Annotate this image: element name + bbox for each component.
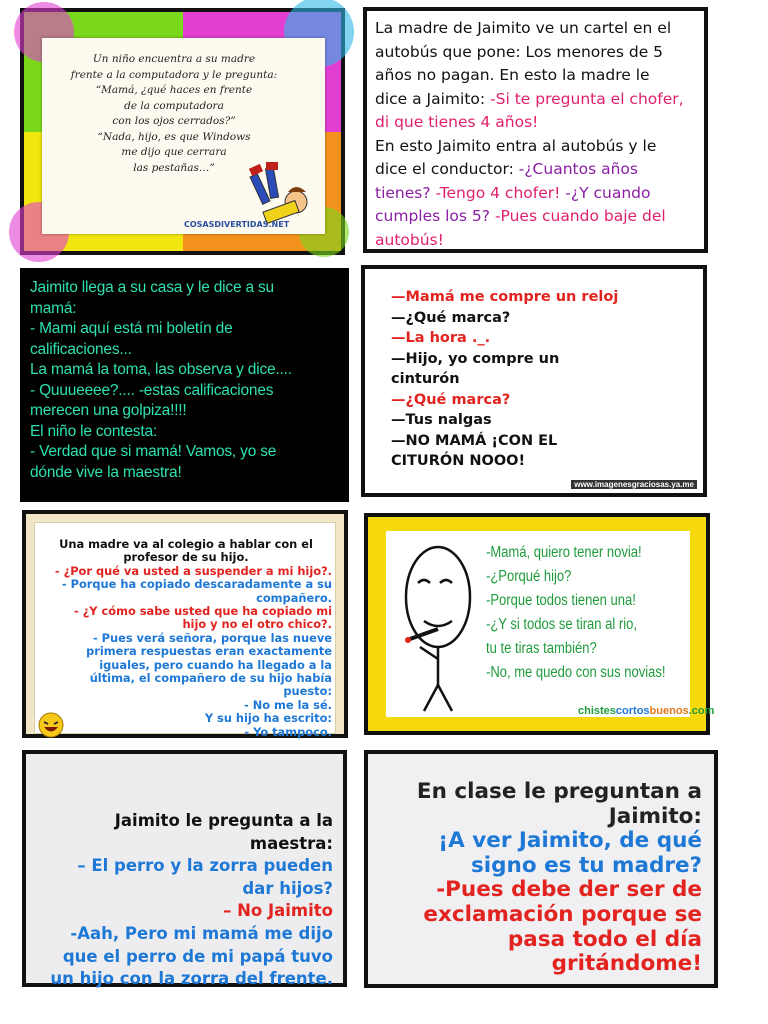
joke-card-windows	[20, 8, 345, 255]
joke-line: dice a Jaimito: -Si te pregunta el chofer,	[375, 89, 684, 108]
joke-line: di que tienes 4 años!	[375, 113, 539, 131]
joke-line: autobús!	[375, 230, 444, 249]
joke-line: autobús que pone: Los menores de 5	[375, 42, 664, 61]
watermark: www.imagenesgraciosas.ya.me	[571, 480, 697, 489]
joke-line: años no pagan. En esto la madre le	[375, 66, 650, 84]
joke-card-colegio	[22, 510, 348, 738]
joke-card-novia	[364, 513, 715, 735]
joke-card-autobus	[363, 7, 708, 253]
smoking-stickman-icon	[390, 535, 500, 715]
joke-line: La madre de Jaimito ve un cartel en el	[375, 19, 672, 37]
joke-card-signo	[364, 750, 718, 988]
joke-text: —Mamá me compre un reloj —¿Qué marca? —La hora ._. —Hijo, yo compre un cinturón —¿Qué marca? —Tus nalgas —NO MAMÁ ¡CON EL CITURÓN NOOO!	[391, 289, 619, 469]
joke-card-perro	[22, 750, 347, 987]
joke-text	[375, 17, 696, 252]
joke-card-boletin	[20, 268, 349, 502]
laughing-face-icon	[38, 712, 64, 738]
brand-label: chistescortosbuenos.com	[578, 705, 715, 717]
joke-text: -Mamá, quiero tener novia! -¿Porqué hijo? -Porque todos tienen una! -¿Y si todos se tiran al rio, tu te tiras también? -No, me quedo con sus novias!	[486, 544, 666, 681]
brand-label: COSASDIVERTIDAS.NET	[184, 220, 290, 229]
joke-text: Jaimito llega a su casa y le dice a su mamá: - Mami aquí está mi boletín de calificaciones... La mamá la toma, las observa y dice.... - Quuueeee?.... -estas calificaciones merecen una golpiza!!!! El niño le contesta: - Verdad que si mamá! Vamos, yo se dónde vive la maestra!	[30, 279, 292, 481]
joke-line: tienes? -Tengo 4 chofer! -¿Y cuando	[375, 183, 651, 202]
joke-text: Un niño encuentra a su madre frente a la computadora y le pregunta: “Mamá, ¿qué haces en frente de la computadora con los ojos cerrados?” “Nada, hijo, es que Windows me dijo que cerrara las pestañas…”	[70, 53, 278, 174]
joke-line: dice el conductor: -¿Cuantos años	[375, 160, 638, 178]
joke-line: cumples los 5? -Pues cuando baje del	[375, 207, 666, 225]
joke-text: En clase le preguntan a Jaimito: ¡A ver Jaimito, de qué signo es tu madre? -Pues debe der ser de exclamación porque se pasa todo el día gritándome!	[416, 779, 702, 977]
joke-card-reloj	[361, 265, 707, 497]
joke-text: Una madre va al colegio a hablar con el profesor de su hijo. - ¿Por qué va usted a suspender a mi hijo?. - Porque ha copiado descaradamente a su compañero. - ¿Y cómo sabe usted que ha copiado mi hijo y no el otro chico?. - Pues verá señora, porque las nueve primera respuestas eran exactamente iguales, pero cuando ha llegado a la última, el compañero de su hijo había puesto: - No me la sé. Y su hijo ha escrito: - Yo tampoco.	[54, 537, 332, 739]
joke-text: Jaimito le pregunta a la maestra: – El perro y la zorra pueden dar hijos? – No Jaimito -Aah, Pero mi mamá me dijo que el perro de mi papá tuvo un hijo con la zorra del frente.	[50, 811, 333, 989]
joke-line: En esto Jaimito entra al autobús y le	[375, 136, 657, 155]
